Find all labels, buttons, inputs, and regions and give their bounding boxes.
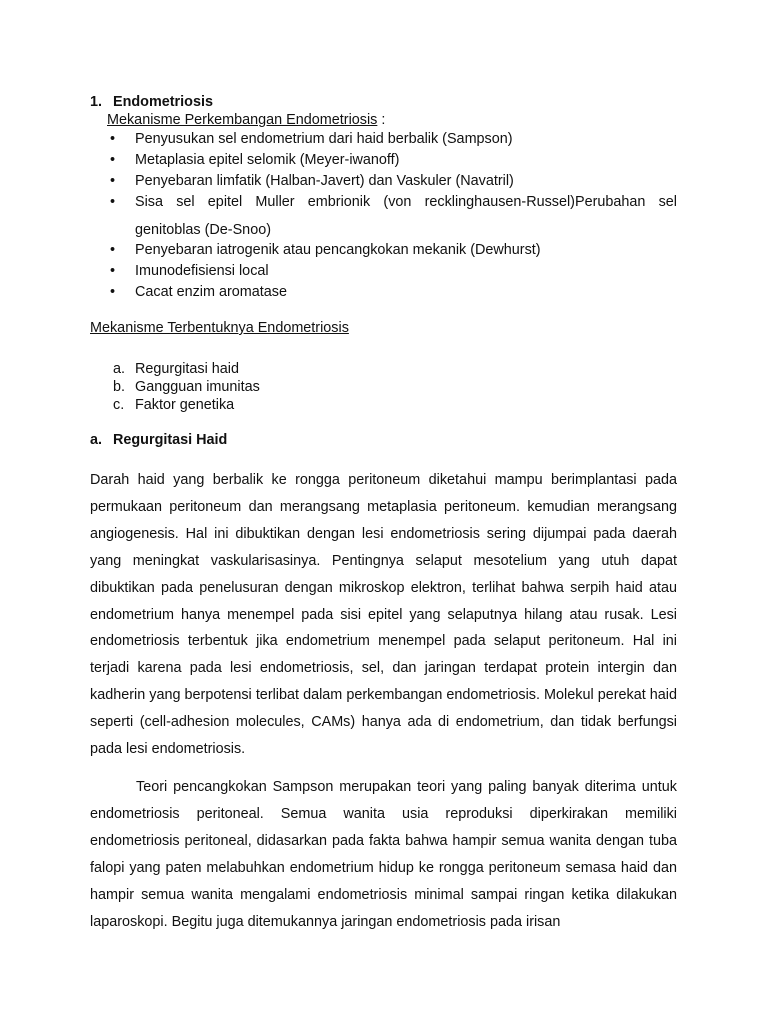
bullet-item [107,261,677,282]
bullet-item [107,282,677,303]
section-title: Endometriosis [113,94,213,110]
bullet-icon: • [110,242,116,258]
section-title: Regurgitasi Haid [113,432,228,448]
bullet-icon: • [110,284,116,300]
list-item [113,396,260,414]
subheading-line [107,111,385,129]
bullet-item [107,129,677,150]
bullet-icon: • [110,194,116,210]
bullet-text: Imunodefisiensi local [135,263,269,279]
subheading-suffix: : [377,112,386,128]
bullet-item [107,188,677,244]
bullet-item [107,240,677,261]
section-marker: a. [90,432,103,448]
section-heading-endometriosis [90,93,213,111]
list-marker: c. [113,397,125,413]
lettered-list-causes [113,360,260,414]
bullet-text: Cacat enzim aromatase [135,284,287,300]
list-text: Faktor genetika [135,397,235,413]
subheading-mekanisme-perkembangan: Mekanisme Perkembangan Endometriosis [107,112,378,128]
list-marker: a. [113,361,126,377]
subheading-mekanisme-terbentuknya: Mekanisme Terbentuknya Endometriosis [90,320,349,336]
bullet-icon: • [110,152,116,168]
list-marker: b. [113,379,126,395]
bullet-icon: • [110,263,116,279]
list-item [113,378,260,396]
list-text: Gangguan imunitas [135,379,260,395]
bullet-list-mechanisms [107,129,677,303]
section-number: 1. [90,94,103,110]
section-heading-regurgitasi-haid [90,431,227,449]
bullet-icon: • [110,173,116,189]
bullet-text: Sisa sel epitel Muller embrionik (von recklinghausen-Russel)Perubahan sel genitoblas (De-Snoo) [135,194,677,238]
bullet-text: Penyusukan sel endometrium dari haid berbalik (Sampson) [135,131,513,147]
bullet-text: Penyebaran limfatik (Halban-Javert) dan Vaskuler (Navatril) [135,173,514,189]
bullet-icon: • [110,131,116,147]
list-item [113,360,260,378]
bullet-text: Metaplasia epitel selomik (Meyer-iwanoff) [135,152,400,168]
body-paragraph-1: Darah haid yang berbalik ke rongga peritoneum diketahui mampu berimplantasi pada permukaan peritoneum dan merangsang metaplasia peritoneum. kemudian merangsang angiogenesis. Hal ini dibuktikan dengan lesi endometriosis sering dijumpai pada daerah yang meningkat vaskularisasinya. Pentingnya selaput mesotelium yang utuh dapat dibuktikan pada penelusuran dengan mikroskop elektron, terlihat bahwa serpih haid atau endometrium hanya menempel pada sisi epitel yang selaputnya hilang atau rusak. Lesi endometriosis terbentuk jika endometrium menempel pada selaput peritoneum. Hal ini terjadi karena pada lesi endometriosis, sel, dan jaringan terdapat protein intergin dan kadherin yang berpotensi terlibat dalam perkembangan endometriosis. Molekul perekat haid seperti (cell-adhesion molecules, CAMs) hanya ada di endometrium, dan tidak berfungsi pada lesi endometriosis. [90,472,677,758]
list-text: Regurgitasi haid [135,361,239,377]
body-paragraph-2: Teori pencangkokan Sampson merupakan teori yang paling banyak diterima untuk endometriosis peritoneal. Semua wanita usia reproduksi diperkirakan memiliki endometriosis peritoneal, didasarkan pada fakta bahwa hampir semua wanita dengan tuba falopi yang paten melabuhkan endometrium hidup ke rongga peritoneum semasa haid dan hampir semua wanita mengalami endometriosis minimal sampai ringan ketika dilakukan laparoskopi. Begitu juga ditemukannya jaringan endometriosis pada irisan [90,779,677,930]
bullet-item [107,150,677,171]
bullet-text: Penyebaran iatrogenik atau pencangkokan mekanik (Dewhurst) [135,242,541,258]
